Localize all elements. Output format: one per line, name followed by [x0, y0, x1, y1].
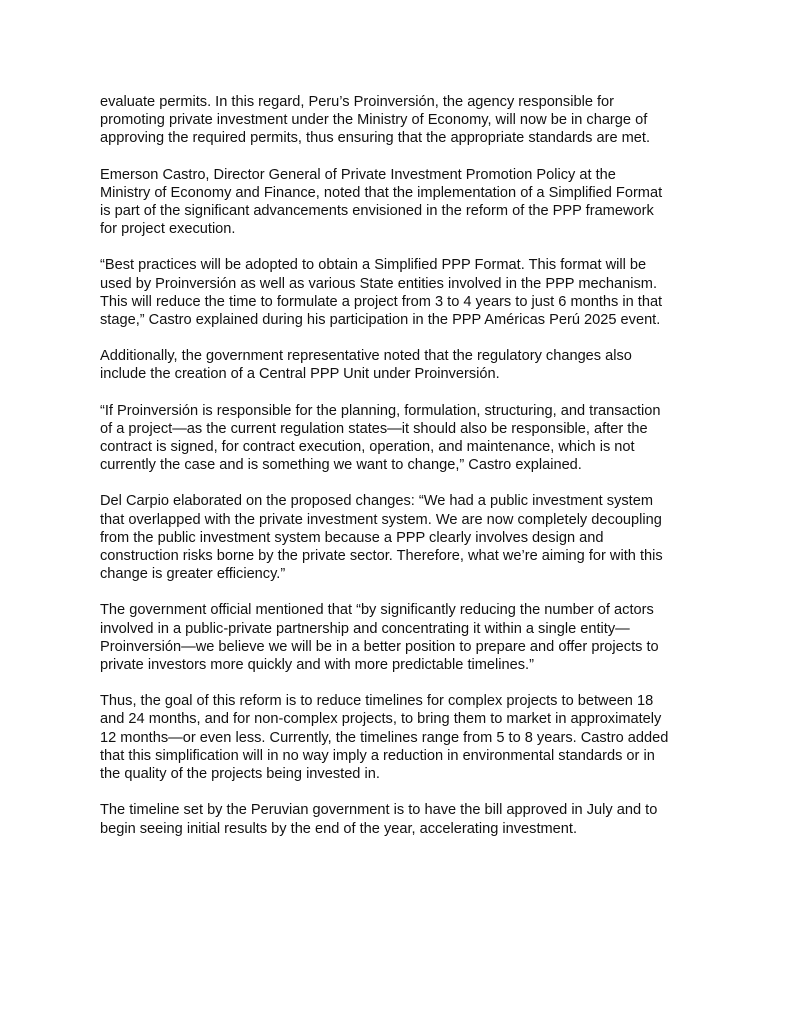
text-line: promoting private investment under the Ministry of Economy, will now be in charge of: [100, 112, 648, 129]
text-line: contract is signed, for contract execution, operation, and maintenance, which is not: [100, 439, 635, 456]
text-line: is part of the significant advancements envisioned in the reform of the PPP framework: [100, 203, 654, 220]
text-line: Ministry of Economy and Finance, noted that the implementation of a Simplified Format: [100, 184, 663, 201]
paragraph-timeline: [100, 801, 725, 837]
text-line: for project execution.: [100, 221, 236, 238]
text-line: that overlapped with the private investment system. We are now completely decoupling: [100, 511, 662, 528]
text-line: stage,” Castro explained during his participation in the PPP Américas Perú 2025 event.: [100, 312, 661, 329]
text-line: include the creation of a Central PPP Unit under Proinversión.: [100, 366, 500, 383]
text-line: construction risks borne by the private sector. Therefore, what we’re aiming for with this: [100, 548, 663, 565]
document-page: [100, 93, 725, 856]
text-line: This will reduce the time to formulate a project from 3 to 4 years to just 6 months in that: [100, 293, 663, 310]
text-line: Proinversión—we believe we will be in a better position to prepare and offer projects to: [100, 638, 659, 655]
text-line: currently the case and is something we want to change,” Castro explained.: [100, 457, 582, 474]
paragraph-reform-goal: [100, 692, 725, 783]
text-line: The government official mentioned that “by significantly reducing the number of actors: [100, 602, 654, 619]
paragraph-castro-intro: [100, 166, 725, 239]
paragraph-del-carpio: [100, 492, 725, 583]
text-line: The timeline set by the Peruvian government is to have the bill approved in July and to: [100, 802, 658, 819]
paragraph-permits: [100, 93, 725, 148]
text-line: change is greater efficiency.”: [100, 566, 286, 583]
text-line: private investors more quickly and with more predictable timelines.”: [100, 657, 534, 674]
text-line: evaluate permits. In this regard, Peru’s Proinversión, the agency responsible for: [100, 94, 615, 110]
text-line: Del Carpio elaborated on the proposed changes: “We had a public investment system: [100, 493, 653, 510]
paragraph-government-official: [100, 601, 725, 674]
text-line: the quality of the projects being invested in.: [100, 766, 380, 783]
text-line: from the public investment system because a PPP clearly involves design and: [100, 529, 604, 546]
text-line: and 24 months, and for non-complex projects, to bring them to market in approximately: [100, 711, 662, 728]
text-line: that this simplification will in no way imply a reduction in environmental standards or in: [100, 747, 655, 764]
text-line: Additionally, the government representative noted that the regulatory changes also: [100, 348, 632, 365]
text-line: approving the required permits, thus ensuring that the appropriate standards are met.: [100, 130, 651, 147]
text-line: Emerson Castro, Director General of Private Investment Promotion Policy at the: [100, 166, 616, 183]
paragraph-central-ppp-unit: [100, 347, 725, 383]
text-line: begin seeing initial results by the end of the year, accelerating investment.: [100, 820, 578, 837]
paragraph-proinversion-quote: [100, 402, 725, 475]
text-line: used by Proinversión as well as various State entities involved in the PPP mechanism.: [100, 275, 658, 292]
text-line: involved in a public-private partnership and concentrating it within a single entity—: [100, 620, 630, 637]
paragraph-best-practices-quote: [100, 256, 725, 329]
text-line: “Best practices will be adopted to obtain a Simplified PPP Format. This format will be: [100, 257, 647, 274]
text-line: of a project—as the current regulation states—it should also be responsible, after the: [100, 420, 648, 437]
text-line: “If Proinversión is responsible for the planning, formulation, structuring, and transaction: [100, 402, 661, 419]
text-line: Thus, the goal of this reform is to reduce timelines for complex projects to between 18: [100, 693, 654, 710]
text-line: 12 months—or even less. Currently, the timelines range from 5 to 8 years. Castro added: [100, 729, 669, 746]
